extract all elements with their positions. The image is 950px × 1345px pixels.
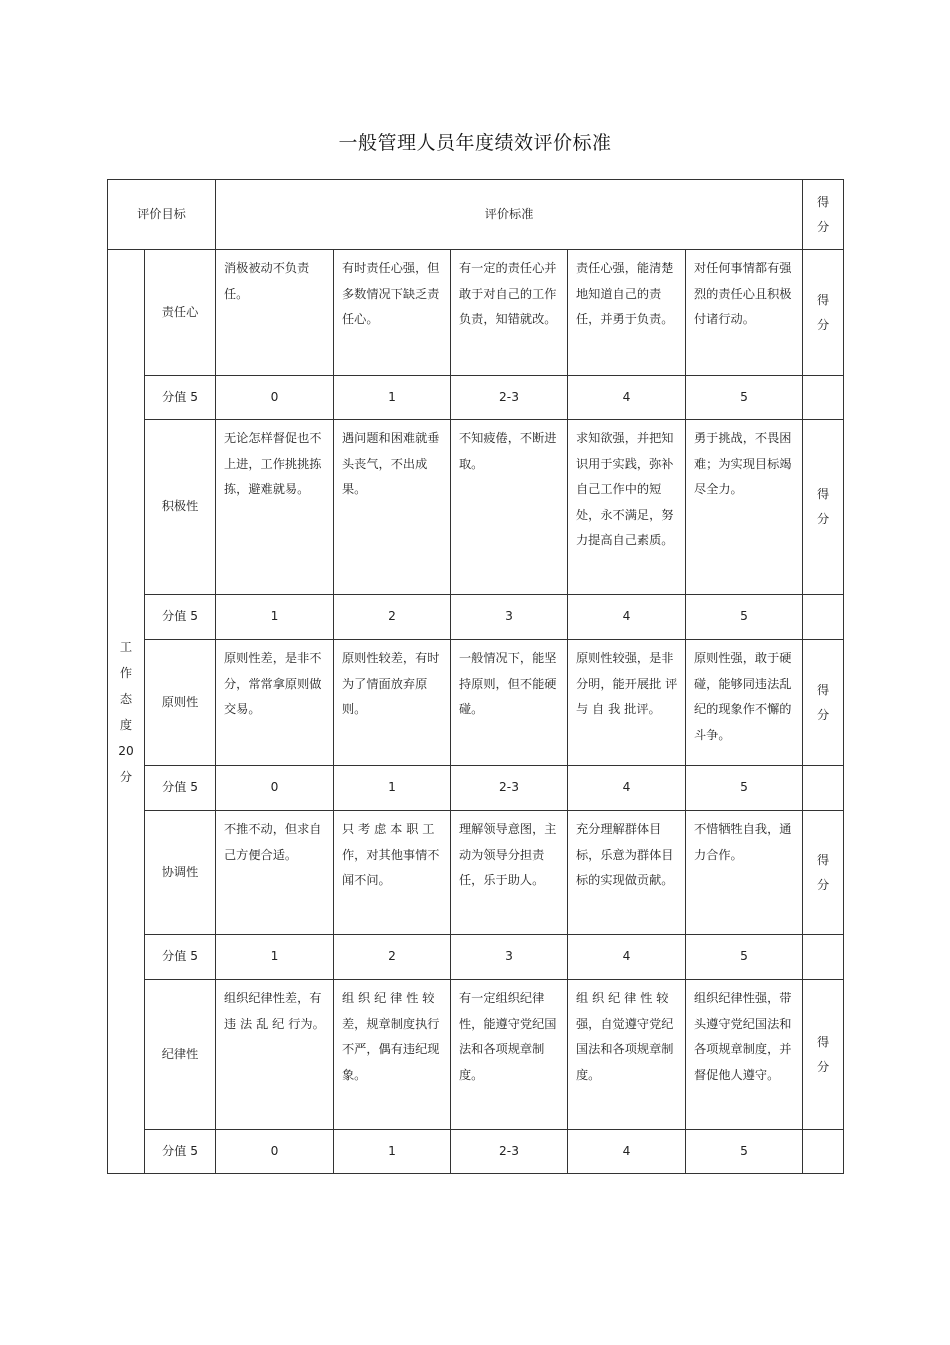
score-value: 5 [686,935,803,980]
criterion-name: 积极性 [145,420,216,595]
score-label: 分值 5 [145,766,216,811]
score-value: 0 [216,376,334,420]
score-value: 1 [334,1130,451,1174]
score-value: 1 [216,595,334,640]
score-cell: 得 分 [803,420,844,595]
value-row [108,766,844,811]
criterion-description: 不惜牺牲自我，通力合作。 [686,811,803,935]
score-value: 3 [451,595,568,640]
criterion-description: 原则性强，敢于硬碰，能够同违法乱纪的现象作不懈的斗争。 [686,640,803,766]
evaluation-table [107,179,844,1174]
score-value: 4 [568,935,686,980]
criterion-description: 组 织 纪 律 性 较差，规章制度执行不严，偶有违纪现象。 [334,980,451,1130]
value-row [108,1130,844,1174]
score-value: 2 [334,595,451,640]
header-row [108,180,844,250]
score-value: 5 [686,1130,803,1174]
score-blank [803,935,844,980]
score-value: 4 [568,1130,686,1174]
score-value: 2-3 [451,1130,568,1174]
criterion-description: 原则性较强，是非分明，能开展批 评 与 自 我 批评。 [568,640,686,766]
score-cell: 得 分 [803,811,844,935]
score-value: 0 [216,1130,334,1174]
score-label: 分值 5 [145,595,216,640]
value-row [108,935,844,980]
criterion-description: 组织纪律性强，带头遵守党纪国法和各项规章制度，并督促他人遵守。 [686,980,803,1130]
score-blank [803,376,844,420]
criterion-description: 组 织 纪 律 性 较强，自觉遵守党纪国法和各项规章制度。 [568,980,686,1130]
criterion-description: 只 考 虑 本 职 工作，对其他事情不闻不问。 [334,811,451,935]
criterion-description: 无论怎样督促也不上进，工作挑挑拣拣，避难就易。 [216,420,334,595]
criterion-row [108,811,844,935]
score-cell: 得 分 [803,980,844,1130]
criterion-description: 组织纪律性差，有 违 法 乱 纪 行为。 [216,980,334,1130]
criterion-description: 勇于挑战，不畏困难；为实现目标竭尽全力。 [686,420,803,595]
score-value: 5 [686,766,803,811]
criterion-description: 充分理解群体目标，乐意为群体目标的实现做贡献。 [568,811,686,935]
criterion-name: 纪律性 [145,980,216,1130]
criterion-description: 消极被动不负责任。 [216,250,334,376]
score-blank [803,766,844,811]
criterion-name: 协调性 [145,811,216,935]
criterion-name: 原则性 [145,640,216,766]
group-label: 工 作 态 度 20 分 [108,250,145,1174]
score-header: 得 分 [803,180,844,250]
value-row [108,376,844,420]
criterion-description: 原则性差，是非不分，常常拿原则做交易。 [216,640,334,766]
target-header: 评价目标 [108,180,216,250]
score-value: 2-3 [451,376,568,420]
page-title: 一般管理人员年度绩效评价标准 [338,132,612,154]
criterion-description: 求知欲强，并把知识用于实践，弥补自己工作中的短处，永不满足，努力提高自己素质。 [568,420,686,595]
score-value: 4 [568,595,686,640]
criterion-description: 原则性较差，有时为了情面放弃原则。 [334,640,451,766]
score-value: 4 [568,376,686,420]
criterion-description: 责任心强，能清楚地知道自己的责任，并勇于负责。 [568,250,686,376]
score-cell: 得 分 [803,640,844,766]
score-value: 2-3 [451,766,568,811]
criterion-description: 遇问题和困难就垂头丧气，不出成果。 [334,420,451,595]
score-value: 5 [686,595,803,640]
score-label: 分值 5 [145,376,216,420]
criterion-description: 不知疲倦，不断进取。 [451,420,568,595]
score-value: 3 [451,935,568,980]
score-value: 5 [686,376,803,420]
criterion-description: 有一定的责任心并敢于对自己的工作负责，知错就改。 [451,250,568,376]
standard-header: 评价标准 [216,180,803,250]
score-value: 1 [334,376,451,420]
criterion-row [108,640,844,766]
score-cell: 得 分 [803,250,844,376]
criterion-description: 不推不动，但求自己方便合适。 [216,811,334,935]
score-value: 2 [334,935,451,980]
criterion-description: 一般情况下，能坚持原则，但不能硬碰。 [451,640,568,766]
score-blank [803,595,844,640]
criterion-description: 对任何事情都有强烈的责任心且积极付诸行动。 [686,250,803,376]
criterion-name: 责任心 [145,250,216,376]
score-label: 分值 5 [145,1130,216,1174]
criterion-description: 有一定组织纪律性，能遵守党纪国法和各项规章制度。 [451,980,568,1130]
criterion-row [108,250,844,376]
criterion-row [108,420,844,595]
value-row [108,595,844,640]
score-blank [803,1130,844,1174]
score-value: 0 [216,766,334,811]
criterion-row [108,980,844,1130]
score-value: 1 [216,935,334,980]
criterion-description: 有时责任心强，但多数情况下缺乏责任心。 [334,250,451,376]
score-label: 分值 5 [145,935,216,980]
score-value: 4 [568,766,686,811]
score-value: 1 [334,766,451,811]
criterion-description: 理解领导意图，主动为领导分担责任，乐于助人。 [451,811,568,935]
